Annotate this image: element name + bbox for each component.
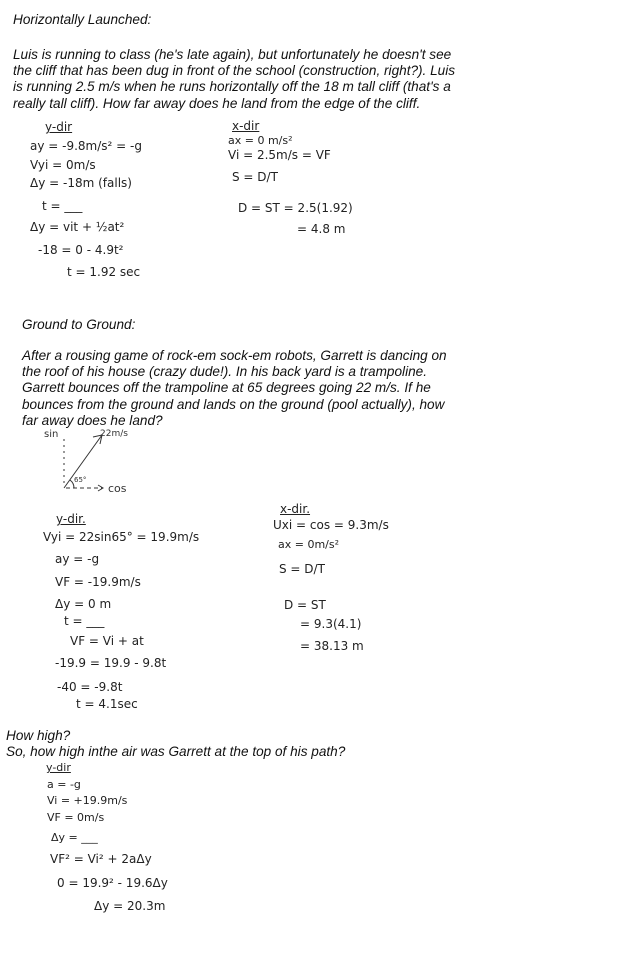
cos-label: cos <box>108 482 127 495</box>
section-title: Ground to Ground: <box>22 317 136 332</box>
work-line: VF² = Vi² + 2aΔy <box>50 852 152 866</box>
vector-sketch <box>40 425 160 500</box>
work-line: t = 4.1sec <box>76 697 138 711</box>
problem-text: After a rousing game of rock-em sock-em robots, Garrett is dancing on the roof of his house (crazy dude!). In his back yard is a trampoline. Garrett bounces off the trampoline at 65 degrees going 22 m/s. If he bounces from the ground and lands on the ground (pool actually), how far away does he land? <box>22 348 447 428</box>
xdir-header: x-dir <box>232 119 260 133</box>
angle-label: 65° <box>74 476 87 484</box>
work-line: Uxi = cos = 9.3m/s <box>273 518 389 532</box>
work-line: a = -g <box>47 778 81 791</box>
work-line: Δy = ___ <box>51 831 98 844</box>
ydir-header: y-dir <box>45 120 73 134</box>
work-line: ax = 0m/s² <box>278 538 340 551</box>
speed-label: 22m/s <box>100 429 128 439</box>
work-line: 0 = 19.9² - 19.6Δy <box>57 876 168 890</box>
work-line: Δy = -18m (falls) <box>30 176 132 190</box>
work-line: S = D/T <box>232 170 278 184</box>
work-line: D = ST = 2.5(1.92) <box>238 201 353 215</box>
question-text: So, how high inthe air was Garrett at the top of his path? <box>6 744 346 759</box>
xdir-header: x-dir. <box>280 502 311 516</box>
problem-text: Luis is running to class (he's late again), but unfortunately he doesn't see the cliff that has been dug in front of the school (construction, right?). Luis is running 2.5 m/s when he runs horizontally off the 18 m tall cliff (that's a really tall cliff). How far away does he land from the edge of the cliff. <box>13 47 456 111</box>
work-line: Δy = 20.3m <box>94 899 166 913</box>
work-line: Δy = 0 m <box>55 597 112 611</box>
work-line: VF = 0m/s <box>47 811 105 824</box>
arrowhead <box>98 485 103 491</box>
work-line: t = ___ <box>64 614 105 628</box>
section-title: How high? <box>6 728 71 743</box>
work-line: ax = 0 m/s² <box>228 134 293 147</box>
work-line: = 4.8 m <box>297 222 346 236</box>
work-line: D = ST <box>284 598 326 612</box>
section-title: Horizontally Launched: <box>13 12 152 27</box>
work-line: VF = Vi + at <box>70 634 144 648</box>
ydir-header: y-dir <box>46 761 71 774</box>
work-line: -18 = 0 - 4.9t² <box>38 243 124 257</box>
work-line: ay = -9.8m/s² = -g <box>30 139 142 153</box>
work-line: Vi = +19.9m/s <box>47 794 128 807</box>
work-line: -40 = -9.8t <box>57 680 123 694</box>
work-line: = 38.13 m <box>300 639 364 653</box>
work-line: Vyi = 0m/s <box>30 158 96 172</box>
work-line: -19.9 = 19.9 - 9.8t <box>55 656 167 670</box>
work-line: t = 1.92 sec <box>67 265 141 279</box>
work-line: VF = -19.9m/s <box>55 575 141 589</box>
work-line: Vi = 2.5m/s = VF <box>228 148 331 162</box>
work-line: Δy = vit + ½at² <box>30 220 125 234</box>
work-line: = 9.3(4.1) <box>300 617 362 631</box>
work-line: S = D/T <box>279 562 325 576</box>
work-line: ay = -g <box>55 552 100 566</box>
sin-label: sin <box>44 429 59 440</box>
ydir-header: y-dir. <box>56 512 86 526</box>
work-line: t = ___ <box>42 199 83 213</box>
work-line: Vyi = 22sin65° = 19.9m/s <box>43 530 200 544</box>
